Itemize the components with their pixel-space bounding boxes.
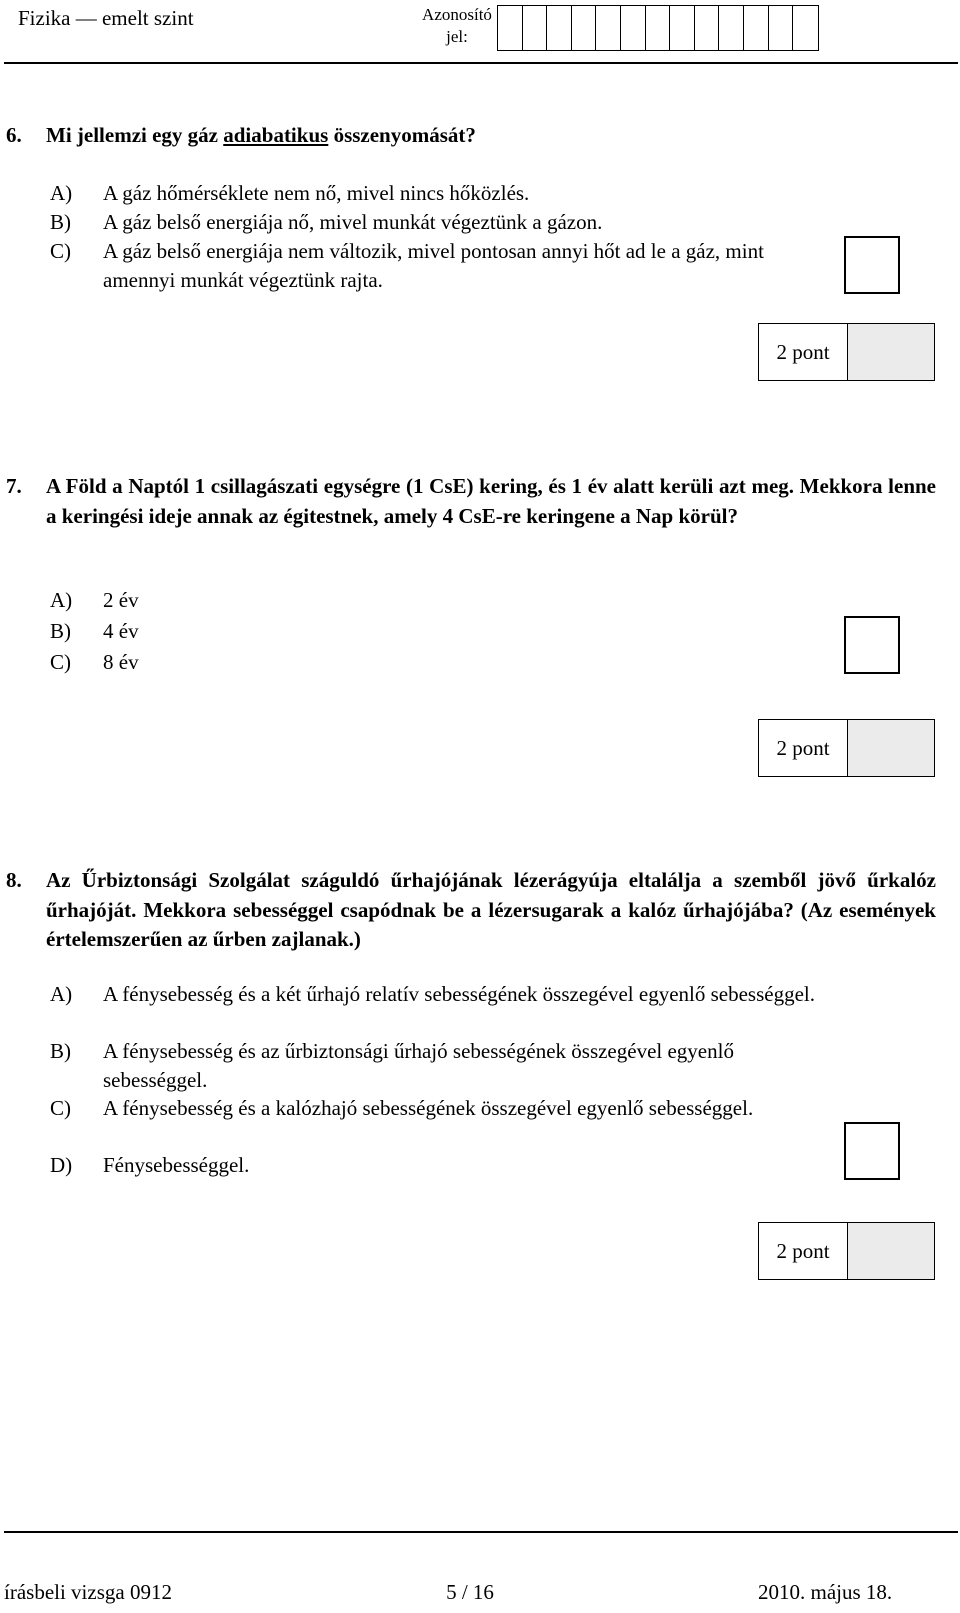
id-box[interactable] <box>621 6 646 50</box>
option-letter: C) <box>50 650 71 674</box>
answer-box-7[interactable] <box>844 616 900 674</box>
question-7-heading <box>6 472 936 562</box>
option-letter: A) <box>50 588 73 612</box>
option-text: Fénysebességgel. <box>103 1153 250 1177</box>
option-text: A fénysebesség és a kalózhajó sebességének összegével egyenlő sebességgel. <box>103 1096 754 1120</box>
footer-divider <box>4 1531 958 1533</box>
option-letter: B) <box>50 210 71 234</box>
option-letter: A) <box>50 181 73 205</box>
points-label: 2 pont <box>759 324 848 380</box>
id-box[interactable] <box>670 6 695 50</box>
option-text: A fénysebesség és az űrbiztonsági űrhajó sebességének összegével egyenlő sebességgel. <box>103 1039 734 1092</box>
option-letter: A) <box>50 982 73 1006</box>
id-box[interactable] <box>769 6 794 50</box>
points-score-cell[interactable] <box>848 324 934 380</box>
option-letter: B) <box>50 1039 71 1063</box>
answer-box-6[interactable] <box>844 236 900 294</box>
id-code-boxes <box>497 5 819 51</box>
id-box[interactable] <box>719 6 744 50</box>
question-text <box>46 121 936 151</box>
option-letter: D) <box>50 1153 73 1177</box>
question-text-underlined: adiabatikus <box>223 123 329 147</box>
id-box[interactable] <box>695 6 720 50</box>
footer-date: 2010. május 18. <box>758 1580 893 1604</box>
question-6-heading <box>6 121 936 151</box>
header-divider <box>4 62 958 64</box>
question-text: Az Űrbiztonsági Szolgálat száguldó űrhajójának lézerágyúja eltalálja a szemből jövő űrkalóz űrhajóját. Mekkora sebességgel csapódnak be a lézersugarak a kalóz űrhajójába? (Az események értelemszerűen az űrben zajlanak.) <box>46 868 936 951</box>
question-number: 8. <box>6 868 22 892</box>
points-label: 2 pont <box>759 1223 848 1279</box>
question-text: A Föld a Naptól 1 csillagászati egységre (1 CsE) kering, és 1 év alatt kerüli azt meg. Mekkora lenne a keringési ideje annak az égitestnek, amely 4 CsE-re keringene a Nap körül? <box>46 474 936 528</box>
points-box-8 <box>758 1222 935 1280</box>
id-box[interactable] <box>547 6 572 50</box>
id-box[interactable] <box>498 6 523 50</box>
question-8-heading <box>6 866 936 956</box>
option-letter: C) <box>50 239 71 263</box>
id-box[interactable] <box>596 6 621 50</box>
points-label: 2 pont <box>759 720 848 776</box>
question-number: 7. <box>6 474 22 498</box>
id-label-line2: jel: <box>446 27 468 46</box>
question-text-part: Mi jellemzi egy gáz <box>46 123 224 147</box>
id-box[interactable] <box>572 6 597 50</box>
option-letter: C) <box>50 1096 71 1120</box>
option-text: A gáz belső energiája nő, mivel munkát végeztünk a gázon. <box>103 210 603 234</box>
question-number: 6. <box>6 123 22 147</box>
option-text: 4 év <box>103 619 139 643</box>
footer-exam-code: írásbeli vizsga 0912 <box>4 1580 172 1604</box>
footer-page-number: 5 / 16 <box>446 1580 494 1604</box>
id-box[interactable] <box>523 6 548 50</box>
points-score-cell[interactable] <box>848 1223 934 1279</box>
answer-box-8[interactable] <box>844 1122 900 1180</box>
option-text: A gáz hőmérséklete nem nő, mivel nincs hőközlés. <box>103 181 530 205</box>
id-box[interactable] <box>744 6 769 50</box>
option-text: 8 év <box>103 650 139 674</box>
points-score-cell[interactable] <box>848 720 934 776</box>
option-text: 2 év <box>103 588 139 612</box>
id-box[interactable] <box>646 6 671 50</box>
question-text-part: összenyomását? <box>328 123 476 147</box>
option-text: A gáz belső energiája nem változik, mivel pontosan annyi hőt ad le a gáz, mint amennyi munkát végeztünk rajta. <box>103 239 764 292</box>
points-box-6 <box>758 323 935 381</box>
option-text: A fénysebesség és a két űrhajó relatív sebességének összegével egyenlő sebességgel. <box>103 982 816 1006</box>
option-letter: B) <box>50 619 71 643</box>
id-label <box>416 4 498 48</box>
points-box-7 <box>758 719 935 777</box>
id-box[interactable] <box>793 6 818 50</box>
header-title: Fizika — emelt szint <box>18 6 194 30</box>
id-label-line1: Azonosító <box>422 5 492 24</box>
